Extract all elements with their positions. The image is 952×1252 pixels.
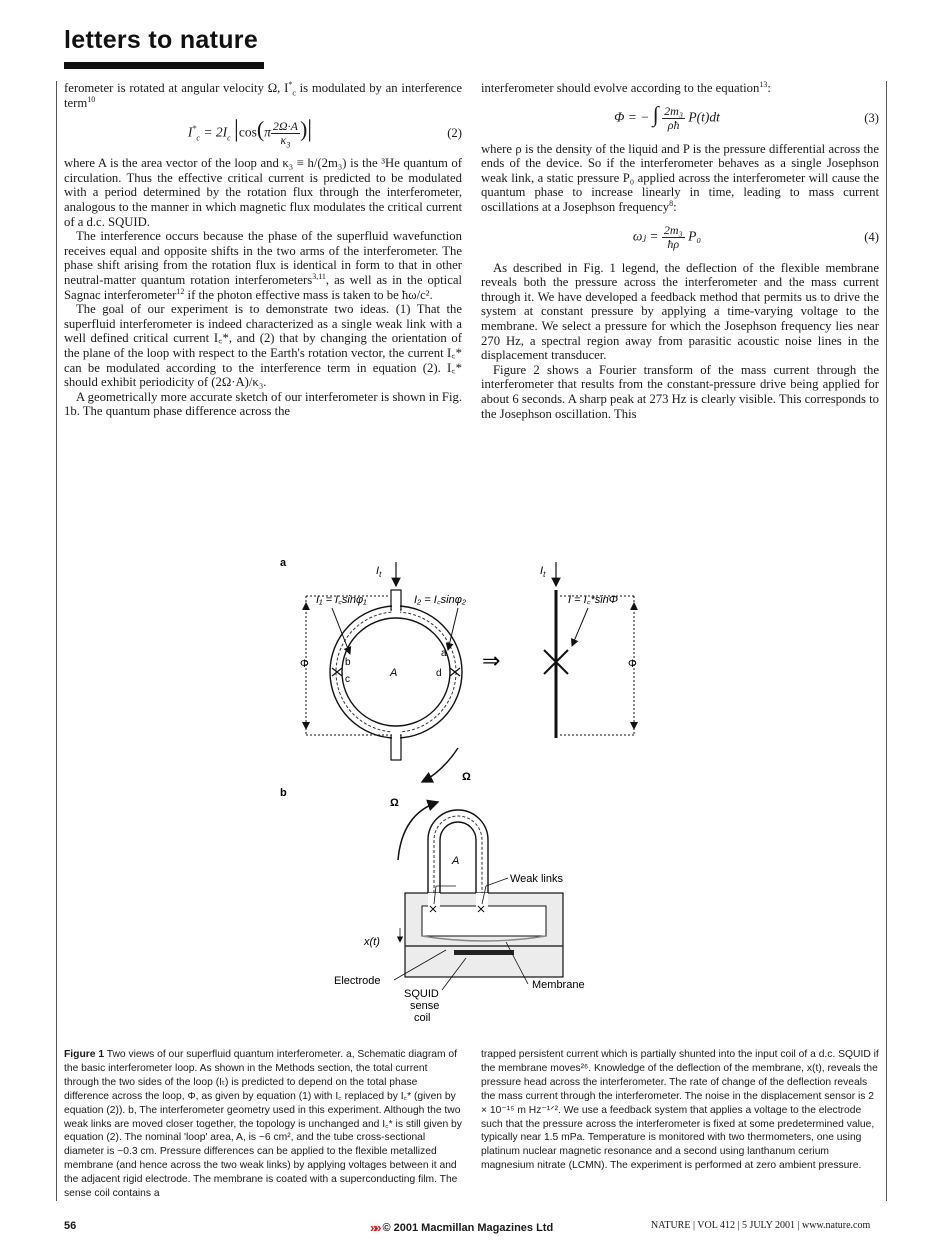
paragraph: where ρ is the density of the liquid and P is the pressure differential across the ends of the device. So if the interferometer behaves as a single Josephson weak link, a static pressure P₀ applied across the interferometer will cause the quantum phase to increase linearly in time, leading to mass current oscillations at a Josephson frequency$^8$: bbox=[481, 141, 879, 214]
loop-outlet-gap bbox=[392, 730, 400, 742]
rotation-label-a: Ω bbox=[462, 771, 471, 783]
u-tube-area-label: A bbox=[452, 855, 460, 867]
copyright-line: »» © 2001 Macmillan Magazines Ltd bbox=[370, 1220, 554, 1235]
journal-info: NATURE | VOL 412 | 5 JULY 2001 | www.nature.com bbox=[651, 1220, 871, 1231]
current-i1-label: I₁ = I꜀sinφ₁ bbox=[316, 594, 367, 606]
loop-inlet-gap bbox=[392, 602, 400, 614]
loop-area-label: A bbox=[390, 667, 398, 679]
displacement-label: x(t) bbox=[364, 936, 380, 948]
current-i-label: I = I꜀*sinΦ bbox=[568, 594, 619, 606]
paragraph: A geometrically more accurate sketch of our interferometer is shown in Fig. 1b. The quantum phase difference across the bbox=[64, 389, 462, 419]
panel-b-label: b bbox=[280, 787, 287, 799]
junction-c: c bbox=[345, 674, 350, 685]
rotation-label-b: Ω bbox=[390, 797, 399, 809]
paragraph: ferometer is rotated at angular velocity Ω, $I^*_c$ is modulated by an interference term$^{10}$ bbox=[64, 79, 462, 110]
implies-arrow: ⇒ bbox=[482, 648, 501, 673]
paragraph: interferometer should evolve according to the equation$^{13}$: bbox=[481, 79, 771, 95]
tube-port-left bbox=[428, 893, 440, 907]
macmillan-logo-icon: »» bbox=[370, 1220, 379, 1235]
phase-label-right: Φ bbox=[628, 658, 637, 670]
header-rule bbox=[64, 62, 264, 69]
equation-3: Φ = − ∫ $\frac{\text{2m₃}}{\rho ħ}$ P(t)dt (3) bbox=[614, 101, 879, 133]
upper-chamber bbox=[422, 906, 546, 936]
weak-link-left bbox=[332, 668, 342, 676]
squid-coil bbox=[454, 950, 514, 955]
right-text-column bbox=[481, 81, 879, 421]
squid-label-3: coil bbox=[414, 1012, 431, 1024]
paragraph: where A is the area vector of the loop and κ₃ ≡ h/(2m₃) is the ³He quantum of circulation. Thus the effective critical current is predicted to be modulated with a period determined by the rotation flux through the interferometer, analogous to the manner in which magnetic flux modulates the critical current of a d.c. SQUID. bbox=[64, 156, 462, 229]
left-margin-rule bbox=[56, 81, 57, 1201]
figure-caption-right: trapped persistent current which is partially shunted into the input coil of a d.c. SQUID if the membrane moves²⁶. Knowledge of the deflection of the membrane, x(t), reveals the pressure head across the interferometer. The rate of change of the deflection reveals the mass current through the interferometer. The noise in the displacement sensor is 2 × 10⁻¹⁵ m Hz⁻¹ᐟ². We use a feedback system that applies a voltage to the electrode such that the pressure across the interferometer is fixed at some predetermined value, typically near 1.5 mPa. Temperature is monitored with two thermometers, one using platinum nuclear magnetic resonance and a second using lanthanum cerium magnesium nitrate (LCMN). The experiment is performed at zero ambient pressure. bbox=[481, 1049, 879, 1172]
total-current-label: $I_t$ bbox=[376, 565, 382, 579]
equation-4: ωⱼ = $\frac{\text{2m₃}}{ħ\rho}$ P₀ (4) bbox=[632, 223, 879, 252]
membrane-label: Membrane bbox=[532, 979, 585, 991]
current-i2-arrow bbox=[448, 608, 458, 650]
phase-label-left: Φ bbox=[300, 658, 309, 670]
electrode-label: Electrode bbox=[334, 975, 381, 987]
left-text-column bbox=[64, 81, 462, 419]
rotation-arrow-a bbox=[422, 748, 458, 782]
paragraph: Figure 2 shows a Fourier transform of the mass current through the interferometer that results from the constant-pressure drive being applied for about 6 seconds. A sharp peak at 273 Hz is clearly visible. This corresponds to the Josephson oscillation. This bbox=[481, 362, 879, 421]
junction-a: a bbox=[441, 648, 447, 659]
panel-a-label: a bbox=[280, 557, 287, 569]
tube-port-right bbox=[476, 893, 488, 907]
junction-b: b bbox=[345, 657, 351, 668]
right-margin-rule bbox=[886, 81, 887, 1201]
current-i2-label: I₂ = I꜀sinφ₂ bbox=[414, 594, 467, 606]
paragraph: The goal of our experiment is to demonstrate two ideas. (1) That the superfluid interferometer is indeed characterized as a single weak link with a well defined critical current I꜀*, and (2) that by changing the orientation of the plane of the loop with respect to the Earth's rotation vector, the current I꜀* can be modulated according to the interference term in equation (2). I꜀* should exhibit periodicity of (2Ω·A)/κ₃. bbox=[64, 302, 462, 390]
squid-label-1: SQUID bbox=[404, 988, 439, 1000]
total-current-label-equivalent: $I_t$ bbox=[540, 565, 546, 579]
figure-caption-left: Figure 1 Two views of our superfluid quantum interferometer. a, Schematic diagram of the basic interferometer loop. As shown in the Methods section, the total current through the two sides of the loop (Iₜ) is predicted to depend on the total phase difference across the loop, Φ, as given by equation (1) with I꜀ replaced by I꜀* (given by equation (2)). b, The interferometer geometry used in this experiment. Although the two weak links are moved closer together, the topology is unchanged and I꜀* is still given by equation (2). The nominal 'loop' area, A, is ~6 cm², and the tube cross-sectional diameter is ~0.3 cm. Pressure differences can be applied to the flexible metallized membrane (and hence across the two weak links) by applying voltages between it and the adjacent rigid electrode. The membrane is coated with a superconducting film. The sense coil contains a bbox=[64, 1049, 462, 1200]
figure-1-diagram bbox=[270, 550, 690, 1040]
squid-label-2: sense bbox=[410, 1000, 440, 1012]
page-number: 56 bbox=[64, 1220, 77, 1232]
weak-link-right bbox=[450, 668, 460, 676]
figure-1 bbox=[270, 550, 690, 1040]
rotation-arrow-b bbox=[398, 802, 438, 860]
section-title: letters to nature bbox=[64, 26, 259, 54]
current-i-arrow bbox=[572, 608, 588, 646]
junction-d: d bbox=[436, 668, 442, 679]
equation-2: $I^*_c = 2I_c$ |cos(π $\frac{2\Omega\cdot A}{\kappa_3}$ )| (2) bbox=[187, 116, 462, 150]
paragraph: The interference occurs because the phase of the superfluid wavefunction receives equal and opposite shifts in the two arms of the interferometer. The phase shift arising from the rotation flux is identical in form to that in other neutral-matter quantum rotation interferometers$^{3,11}$, as well as in the optical Sagnac interferometer$^{12}$ if the photon effective mass is taken to be ħω/c². bbox=[64, 229, 462, 302]
journal-header bbox=[64, 26, 886, 55]
weak-link-leader bbox=[486, 878, 508, 886]
paragraph: As described in Fig. 1 legend, the deflection of the flexible membrane reveals both the pressure across the interferometer and the mass current through it. We have developed a feedback method that permits us to drive the system at constant pressure by applying a time-varying voltage to the membrane. We select a pressure for which the Josephson frequency lies near 270 Hz, a spectral region away from parasitic acoustic noise lines in the displacement transducer. bbox=[481, 260, 879, 363]
weak-links-label: Weak links bbox=[510, 873, 563, 885]
